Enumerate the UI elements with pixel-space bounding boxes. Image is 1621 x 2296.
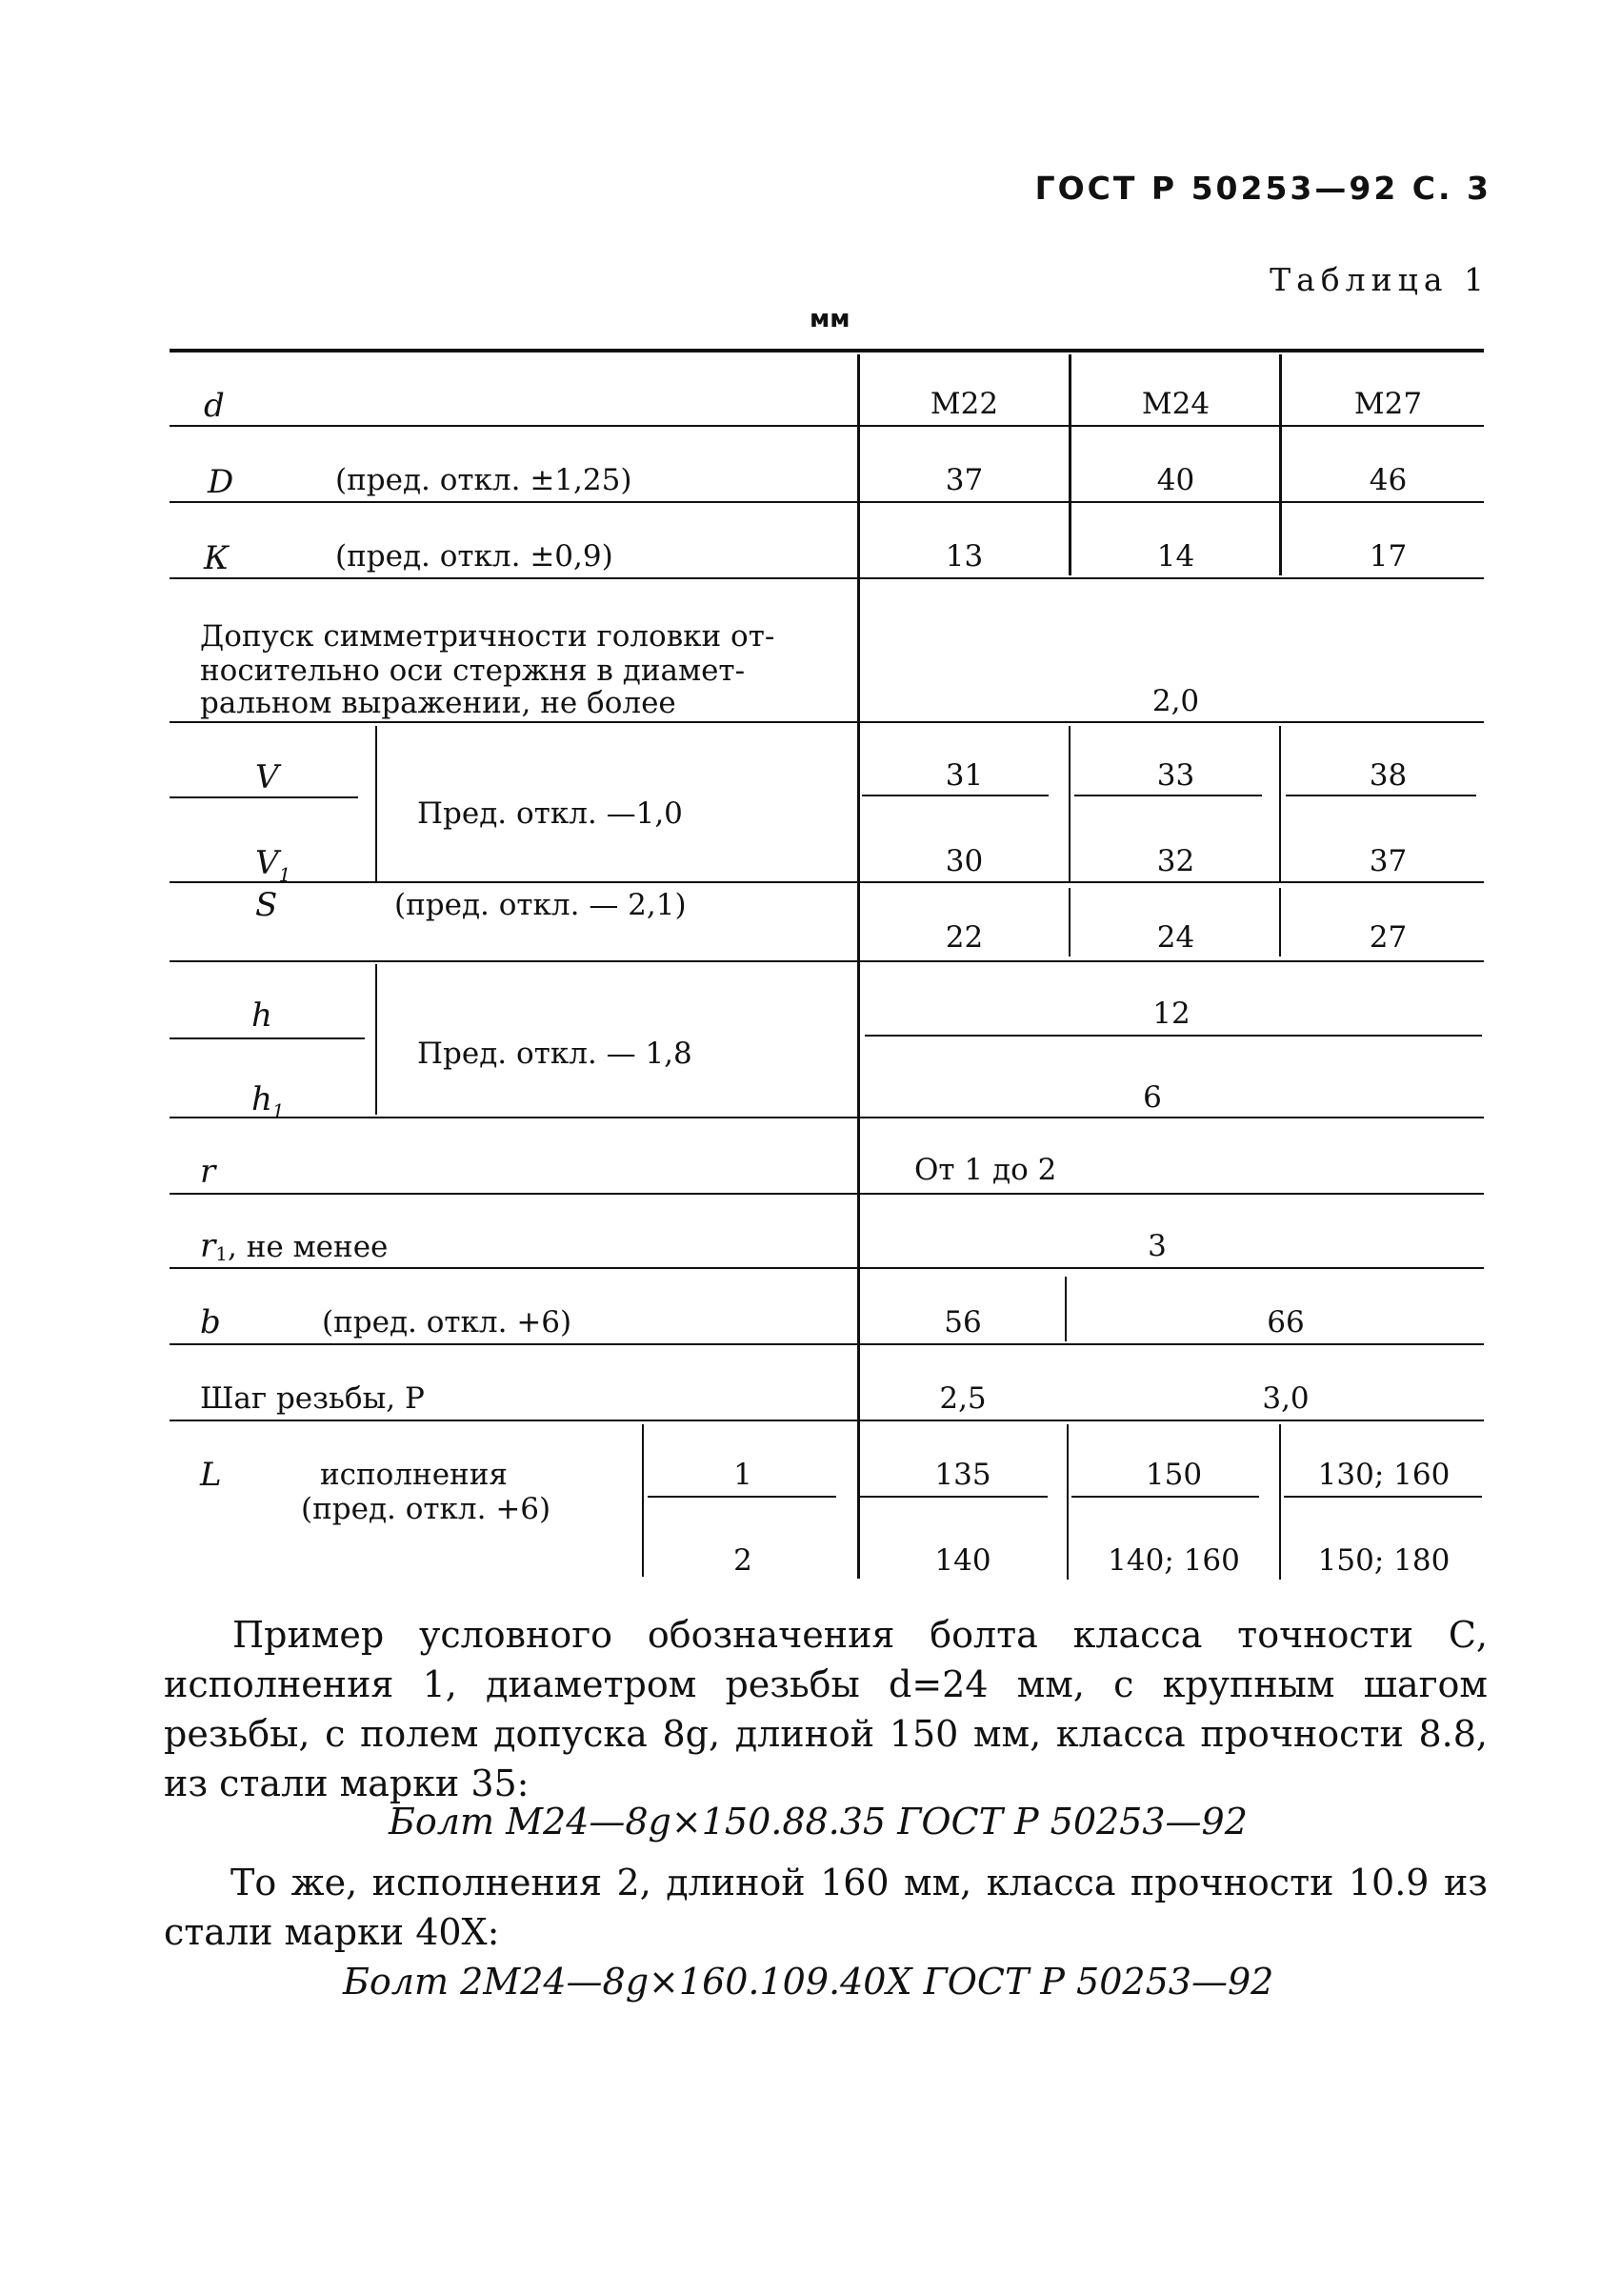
- table-cell: 66: [1267, 1305, 1305, 1339]
- table-cell: 33: [1156, 758, 1195, 793]
- row-label: носительно оси стержня в диамет-: [200, 654, 746, 688]
- example-paragraph: То же, исполнения 2, длиной 160 мм, класса прочности 10.9 из стали марки 40Х:: [164, 1862, 1488, 1953]
- table-cell: 2: [733, 1543, 752, 1578]
- row-label: исполнения: [320, 1458, 508, 1492]
- table-cell: От 1 до 2: [914, 1153, 1057, 1187]
- table-cell: М22: [930, 387, 999, 421]
- row-symbol: D: [208, 463, 234, 501]
- row-symbol: h: [251, 997, 272, 1035]
- row-symbol: $h_1$: [251, 1080, 285, 1122]
- designation-example: Болт 2М24—8g×160.109.40Х ГОСТ Р 50253—92: [343, 1961, 1274, 2003]
- document-reference: ГОСТ Р 50253—92 С. 3: [1034, 170, 1491, 207]
- table-cell: 6: [1143, 1080, 1162, 1115]
- row-symbol: r: [200, 1153, 216, 1191]
- row-label: Шаг резьбы, Р: [200, 1381, 425, 1416]
- table-cell: 3: [1148, 1229, 1167, 1263]
- table-cell: 30: [945, 844, 984, 878]
- table-cell: 37: [945, 463, 984, 497]
- row-label: Допуск симметричности головки от-: [200, 619, 775, 654]
- table-cell: 140: [934, 1543, 991, 1578]
- table-cell: 32: [1156, 844, 1195, 878]
- tolerance-label: (пред. откл. ±1,25): [335, 463, 632, 497]
- table-cell: 22: [945, 920, 984, 955]
- row-label: ральном выражении, не более: [200, 686, 676, 720]
- tolerance-label: (пред. откл. ±0,9): [335, 539, 613, 574]
- table-cell: 46: [1369, 463, 1408, 497]
- table-number: Таблица 1: [1270, 261, 1490, 298]
- row-label: (пред. откл. +6): [301, 1492, 551, 1526]
- table-cell: 17: [1369, 539, 1408, 574]
- table-unit: мм: [810, 305, 851, 333]
- tolerance-label: (пред. откл. +6): [322, 1305, 572, 1339]
- table-cell: М27: [1353, 387, 1423, 421]
- table-cell: 2,0: [1151, 684, 1200, 718]
- table-cell: 1: [733, 1458, 752, 1492]
- table-cell: М24: [1141, 387, 1211, 421]
- table-cell: 150: [1145, 1458, 1203, 1492]
- table-cell: 130; 160: [1317, 1458, 1451, 1492]
- table-cell: 27: [1369, 920, 1408, 955]
- table-cell: 12: [1152, 997, 1191, 1031]
- table-cell: 40: [1156, 463, 1195, 497]
- table-cell: 56: [944, 1305, 982, 1339]
- table-cell: 24: [1156, 920, 1195, 955]
- row-label: $r_1$, не менее: [200, 1227, 389, 1266]
- table-cell: 140; 160: [1108, 1543, 1240, 1578]
- table-cell: 14: [1156, 539, 1195, 574]
- table-cell: 2,5: [939, 1381, 987, 1416]
- row-symbol: К: [204, 539, 230, 577]
- table-cell: 38: [1369, 758, 1408, 793]
- table-cell: 3,0: [1262, 1381, 1310, 1416]
- table-cell: 13: [945, 539, 984, 574]
- example-paragraph: Пример условного обозначения болта класса точности С, исполнения 1, диаметром резьбы d=24 мм, с крупным шагом резьбы, с полем допуска 8g, длиной 150 мм, класса прочности 8.8, из стали марки 35:: [164, 1614, 1488, 1804]
- row-symbol: S: [255, 886, 278, 924]
- table-cell: 150; 180: [1317, 1543, 1451, 1578]
- tolerance-label: Пред. откл. —1,0: [417, 796, 683, 831]
- row-symbol: $V_1$: [255, 844, 291, 886]
- table-cell: 31: [945, 758, 984, 793]
- row-symbol: L: [200, 1456, 222, 1494]
- table-cell: 135: [934, 1458, 991, 1492]
- tolerance-label: Пред. откл. — 1,8: [417, 1037, 692, 1071]
- row-symbol: b: [200, 1303, 221, 1341]
- row-symbol: d: [204, 387, 225, 425]
- tolerance-label: (пред. откл. — 2,1): [394, 888, 687, 922]
- table-cell: 37: [1369, 844, 1408, 878]
- row-symbol: V: [255, 758, 279, 796]
- designation-example: Болт М24—8g×150.88.35 ГОСТ Р 50253—92: [389, 1801, 1248, 1843]
